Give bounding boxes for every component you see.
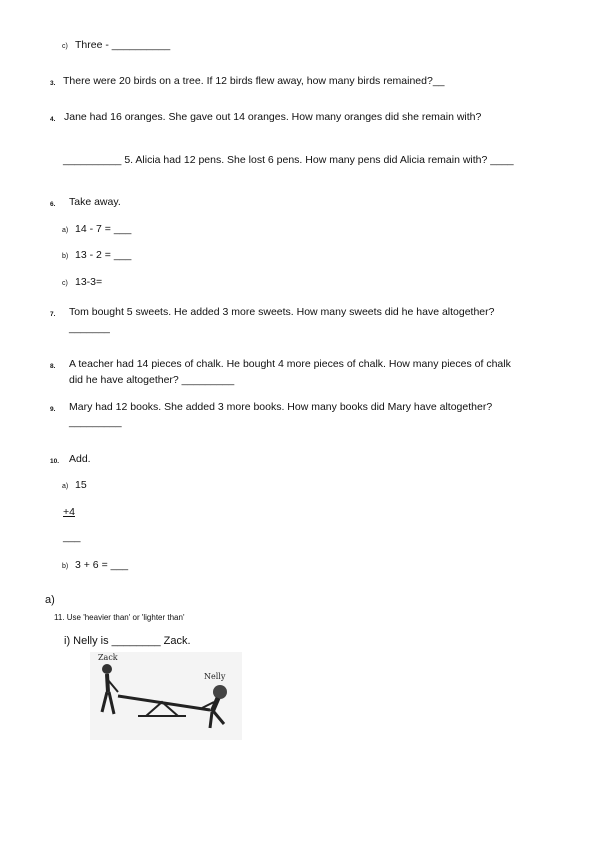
question-item: i) Nelly is ________ Zack. bbox=[64, 635, 191, 647]
addend-top: 15 bbox=[75, 479, 87, 491]
question-number: 8. bbox=[50, 363, 56, 370]
question-number: 4. bbox=[50, 116, 56, 123]
label-nelly: Nelly bbox=[204, 672, 226, 681]
question-number: 10. bbox=[50, 458, 60, 465]
question-text: Jane had 16 oranges. She gave out 14 oranges. How many oranges did she remain with? bbox=[64, 111, 482, 123]
item-text: Three - __________ bbox=[75, 39, 171, 51]
question-text-line2: did he have altogether? _________ bbox=[69, 374, 235, 386]
question-text: 11. Use 'heavier than' or 'lighter than' bbox=[54, 613, 185, 622]
question-text: Take away. bbox=[69, 196, 121, 208]
item-text: 3 + 6 = ___ bbox=[75, 559, 129, 571]
label-zack: Zack bbox=[98, 653, 118, 662]
item-text: 13-3= bbox=[75, 276, 103, 288]
item-label: b) bbox=[62, 253, 69, 260]
question-text: Mary had 12 books. She added 3 more books. How many books did Mary have altogether? bbox=[69, 401, 493, 413]
item-label: a) bbox=[62, 483, 69, 490]
question-number: 9. bbox=[50, 406, 56, 413]
seesaw-illustration bbox=[90, 652, 242, 740]
item-text: 13 - 2 = ___ bbox=[75, 249, 132, 261]
item-label: c) bbox=[62, 280, 68, 287]
question-number: 6. bbox=[50, 201, 56, 208]
item-label: b) bbox=[62, 563, 69, 570]
question-text: __________ 5. Alicia had 12 pens. She lost 6 pens. How many pens did Alicia remain with? ____ bbox=[63, 154, 514, 166]
answer-blank: _______ bbox=[69, 322, 110, 334]
question-text-line1: A teacher had 14 pieces of chalk. He bought 4 more pieces of chalk. How many pieces of chalk bbox=[69, 358, 511, 370]
question-text: Tom bought 5 sweets. He added 3 more sweets. How many sweets did he have altogether? bbox=[69, 306, 495, 318]
seesaw-drawing bbox=[90, 652, 242, 740]
section-label: a) bbox=[45, 594, 55, 606]
item-text: 14 - 7 = ___ bbox=[75, 223, 132, 235]
question-number: 7. bbox=[50, 311, 56, 318]
addend-bottom: +4 bbox=[63, 506, 75, 518]
item-label: a) bbox=[62, 227, 69, 234]
answer-blank: _________ bbox=[69, 416, 122, 428]
question-text: Add. bbox=[69, 453, 91, 465]
question-number: 3. bbox=[50, 80, 56, 87]
answer-line: ___ bbox=[63, 531, 81, 543]
item-label: c) bbox=[62, 43, 68, 50]
question-text: There were 20 birds on a tree. If 12 birds flew away, how many birds remained?__ bbox=[63, 75, 445, 87]
